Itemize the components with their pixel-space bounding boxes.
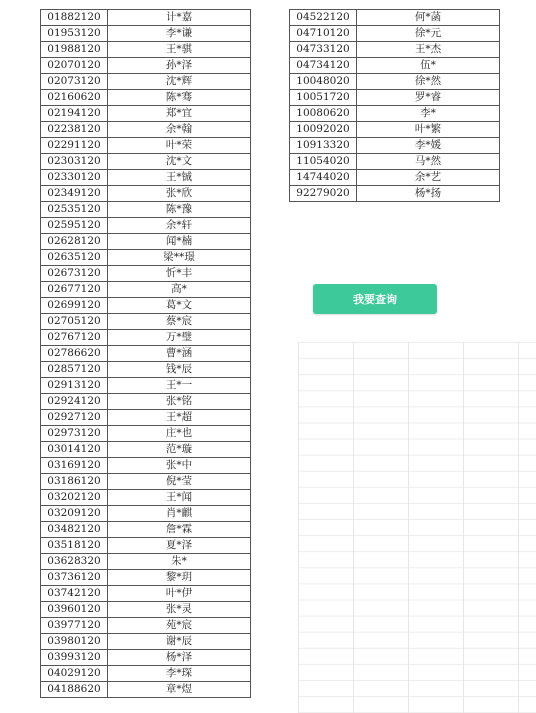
table-row xyxy=(290,58,500,74)
table-row xyxy=(41,186,251,202)
student-id-cell: 04522120 xyxy=(290,10,357,26)
table-row xyxy=(41,682,251,698)
student-id-cell: 02705120 xyxy=(41,314,108,330)
table-row xyxy=(290,10,500,26)
table-row xyxy=(41,298,251,314)
student-id-cell: 02857120 xyxy=(41,362,108,378)
student-id-cell: 02194120 xyxy=(41,106,108,122)
student-name-cell: 马*然 xyxy=(357,154,500,170)
student-name-cell: 杨*泽 xyxy=(108,650,251,666)
student-id-cell: 01988120 xyxy=(41,42,108,58)
student-name-cell: 李* xyxy=(357,106,500,122)
student-name-cell: 李*谦 xyxy=(108,26,251,42)
student-name-cell: 闻*楠 xyxy=(108,234,251,250)
table-row xyxy=(290,106,500,122)
student-name-cell: 李*媛 xyxy=(357,138,500,154)
student-name-cell: 郑*宜 xyxy=(108,106,251,122)
student-name-cell: 章*煜 xyxy=(108,682,251,698)
student-id-cell: 03014120 xyxy=(41,442,108,458)
student-id-cell: 01882120 xyxy=(41,10,108,26)
student-name-cell: 谢*辰 xyxy=(108,634,251,650)
table-row xyxy=(41,106,251,122)
table-row xyxy=(41,586,251,602)
student-id-cell: 04710120 xyxy=(290,26,357,42)
student-id-cell: 04188620 xyxy=(41,682,108,698)
table-row xyxy=(41,330,251,346)
spreadsheet-grid xyxy=(298,342,536,713)
table-row xyxy=(41,618,251,634)
table-row xyxy=(41,506,251,522)
student-name-cell: 王*一 xyxy=(108,378,251,394)
table-row xyxy=(41,42,251,58)
table-row xyxy=(41,26,251,42)
student-id-cell: 02973120 xyxy=(41,426,108,442)
student-name-cell: 沈*辉 xyxy=(108,74,251,90)
table-row xyxy=(41,650,251,666)
student-id-cell: 02291120 xyxy=(41,138,108,154)
student-name-cell: 万*璧 xyxy=(108,330,251,346)
student-id-cell: 02927120 xyxy=(41,410,108,426)
table-row xyxy=(290,122,500,138)
table-row xyxy=(41,458,251,474)
table-row xyxy=(41,362,251,378)
table-row xyxy=(41,282,251,298)
student-name-cell: 杨*扬 xyxy=(357,186,500,202)
student-id-cell: 03209120 xyxy=(41,506,108,522)
student-name-cell: 王*铖 xyxy=(108,170,251,186)
table-row xyxy=(290,26,500,42)
student-id-cell: 10048020 xyxy=(290,74,357,90)
student-id-cell: 03482120 xyxy=(41,522,108,538)
student-name-cell: 罗*睿 xyxy=(357,90,500,106)
student-id-cell: 02913120 xyxy=(41,378,108,394)
student-name-cell: 张*欣 xyxy=(108,186,251,202)
student-id-cell: 02699120 xyxy=(41,298,108,314)
table-row xyxy=(290,154,500,170)
student-id-cell: 03980120 xyxy=(41,634,108,650)
student-id-cell: 14744020 xyxy=(290,170,357,186)
student-name-cell: 陈*骞 xyxy=(108,90,251,106)
student-id-cell: 10051720 xyxy=(290,90,357,106)
student-id-cell: 02073120 xyxy=(41,74,108,90)
student-name-cell: 王*骐 xyxy=(108,42,251,58)
table-row xyxy=(41,490,251,506)
student-name-cell: 王*闻 xyxy=(108,490,251,506)
student-id-cell: 04734120 xyxy=(290,58,357,74)
student-name-cell: 梁**璟 xyxy=(108,250,251,266)
student-id-cell: 03960120 xyxy=(41,602,108,618)
table-row xyxy=(41,170,251,186)
table-row xyxy=(41,442,251,458)
student-id-cell: 03977120 xyxy=(41,618,108,634)
student-name-cell: 张*灵 xyxy=(108,602,251,618)
student-id-cell: 04733120 xyxy=(290,42,357,58)
student-name-cell: 叶*荣 xyxy=(108,138,251,154)
student-id-cell: 02238120 xyxy=(41,122,108,138)
student-id-cell: 02767120 xyxy=(41,330,108,346)
table-row xyxy=(41,538,251,554)
student-id-cell: 03742120 xyxy=(41,586,108,602)
student-id-cell: 03186120 xyxy=(41,474,108,490)
student-name-cell: 余*艺 xyxy=(357,170,500,186)
table-row xyxy=(41,138,251,154)
table-row xyxy=(41,218,251,234)
student-id-cell: 02677120 xyxy=(41,282,108,298)
table-row xyxy=(41,234,251,250)
table-row xyxy=(41,314,251,330)
student-id-cell: 02330120 xyxy=(41,170,108,186)
student-id-cell: 03736120 xyxy=(41,570,108,586)
student-name-cell: 张*铭 xyxy=(108,394,251,410)
student-id-cell: 03202120 xyxy=(41,490,108,506)
student-name-cell: 蔡*宸 xyxy=(108,314,251,330)
student-id-cell: 02628120 xyxy=(41,234,108,250)
student-id-cell: 04029120 xyxy=(41,666,108,682)
student-id-cell: 03518120 xyxy=(41,538,108,554)
student-name-cell: 徐*然 xyxy=(357,74,500,90)
left-name-table xyxy=(40,9,251,698)
table-row xyxy=(41,602,251,618)
student-name-cell: 陈*豫 xyxy=(108,202,251,218)
student-name-cell: 王*超 xyxy=(108,410,251,426)
student-name-cell: 余*翰 xyxy=(108,122,251,138)
student-name-cell: 倪*莹 xyxy=(108,474,251,490)
table-row xyxy=(41,666,251,682)
table-row xyxy=(41,58,251,74)
student-name-cell: 徐*元 xyxy=(357,26,500,42)
table-row xyxy=(41,154,251,170)
student-name-cell: 伍* xyxy=(357,58,500,74)
table-row xyxy=(41,410,251,426)
student-name-cell: 詹*霖 xyxy=(108,522,251,538)
student-name-cell: 范*璇 xyxy=(108,442,251,458)
student-name-cell: 忻*丰 xyxy=(108,266,251,282)
table-row xyxy=(290,186,500,202)
student-name-cell: 葛*文 xyxy=(108,298,251,314)
student-name-cell: 孙*泽 xyxy=(108,58,251,74)
table-row xyxy=(41,570,251,586)
table-row xyxy=(41,474,251,490)
table-row xyxy=(41,378,251,394)
student-id-cell: 02070120 xyxy=(41,58,108,74)
student-id-cell: 02303120 xyxy=(41,154,108,170)
student-id-cell: 03169120 xyxy=(41,458,108,474)
student-name-cell: 朱* xyxy=(108,554,251,570)
table-row xyxy=(41,90,251,106)
student-name-cell: 张*中 xyxy=(108,458,251,474)
student-name-cell: 何*菡 xyxy=(357,10,500,26)
table-row xyxy=(41,394,251,410)
table-row xyxy=(41,634,251,650)
student-name-cell: 叶*繁 xyxy=(357,122,500,138)
student-id-cell: 02635120 xyxy=(41,250,108,266)
student-id-cell: 03628320 xyxy=(41,554,108,570)
student-id-cell: 02673120 xyxy=(41,266,108,282)
table-row xyxy=(41,74,251,90)
student-id-cell: 02786620 xyxy=(41,346,108,362)
table-row xyxy=(41,10,251,26)
table-row xyxy=(41,122,251,138)
student-name-cell: 高* xyxy=(108,282,251,298)
student-id-cell: 10092020 xyxy=(290,122,357,138)
student-name-cell: 叶*伊 xyxy=(108,586,251,602)
table-row xyxy=(290,90,500,106)
table-row xyxy=(290,42,500,58)
student-id-cell: 02160620 xyxy=(41,90,108,106)
student-name-cell: 曹*涵 xyxy=(108,346,251,362)
student-name-cell: 黎*玥 xyxy=(108,570,251,586)
table-row xyxy=(290,74,500,90)
student-name-cell: 沈*文 xyxy=(108,154,251,170)
table-row xyxy=(41,202,251,218)
table-row xyxy=(290,138,500,154)
student-name-cell: 肖*麒 xyxy=(108,506,251,522)
table-row xyxy=(290,170,500,186)
student-name-cell: 李*琛 xyxy=(108,666,251,682)
student-id-cell: 10080620 xyxy=(290,106,357,122)
table-row xyxy=(41,346,251,362)
student-id-cell: 10913320 xyxy=(290,138,357,154)
student-name-cell: 王*杰 xyxy=(357,42,500,58)
student-name-cell: 夏*泽 xyxy=(108,538,251,554)
student-id-cell: 03993120 xyxy=(41,650,108,666)
query-button[interactable]: 我要查询 xyxy=(313,284,437,314)
student-name-cell: 余*轩 xyxy=(108,218,251,234)
table-row xyxy=(41,426,251,442)
student-id-cell: 11054020 xyxy=(290,154,357,170)
student-name-cell: 钱*辰 xyxy=(108,362,251,378)
student-id-cell: 02595120 xyxy=(41,218,108,234)
right-name-table xyxy=(289,9,500,202)
student-id-cell: 92279020 xyxy=(290,186,357,202)
student-id-cell: 02349120 xyxy=(41,186,108,202)
table-row xyxy=(41,266,251,282)
table-row xyxy=(41,554,251,570)
student-name-cell: 苑*宸 xyxy=(108,618,251,634)
student-name-cell: 计*嘉 xyxy=(108,10,251,26)
student-id-cell: 01953120 xyxy=(41,26,108,42)
table-row xyxy=(41,522,251,538)
student-id-cell: 02924120 xyxy=(41,394,108,410)
student-id-cell: 02535120 xyxy=(41,202,108,218)
table-row xyxy=(41,250,251,266)
student-name-cell: 庄*也 xyxy=(108,426,251,442)
